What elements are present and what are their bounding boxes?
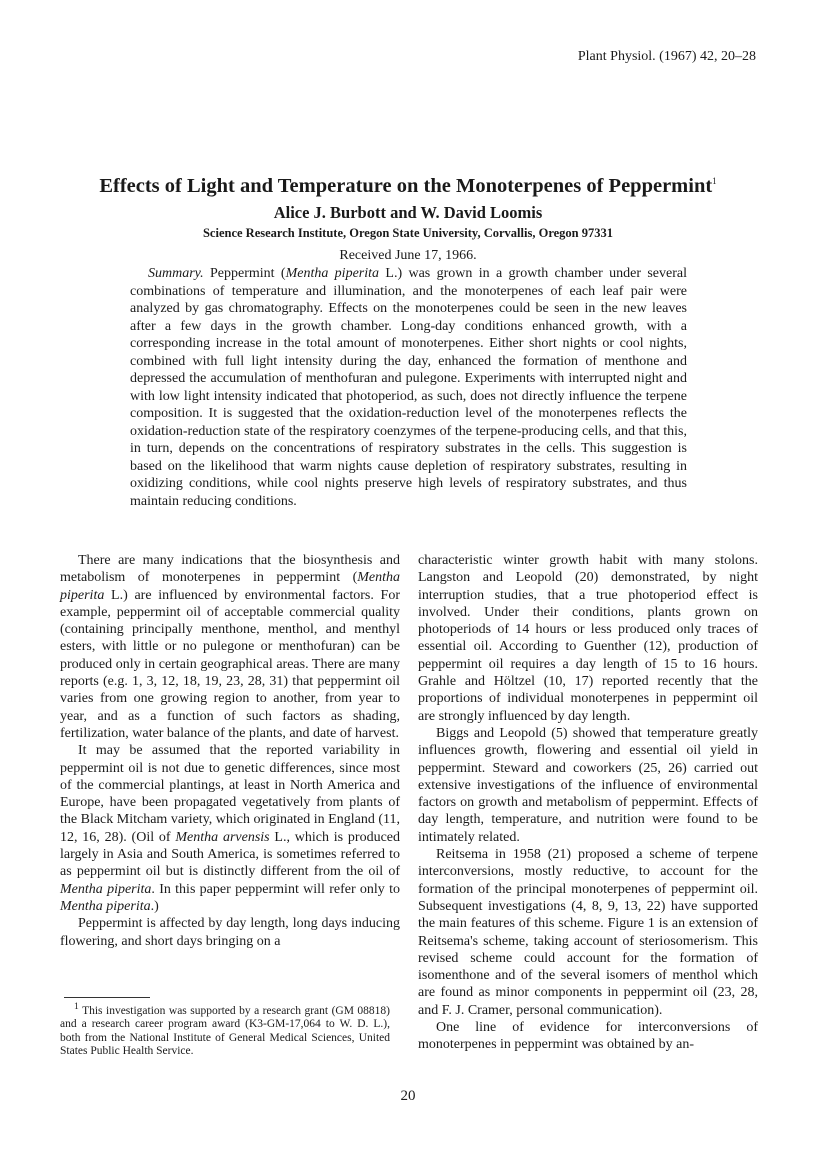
paragraph-text: L.) are influenced by environmental factors. For example, peppermint oil of acceptable commercial quality (containing principally menthone, menthol, and menthyl esters, with little or no pulegone or menthofuran) can be produced only in certain geographical areas. There are many reports (e.g. 1, 3, 12, 18, 19, 23, 28, 31) that peppermint oil varies from one growing region to another, from year to year, and as a function of such factors as shading, fertilization, water balance of the plants, and date of harvest. bbox=[60, 587, 400, 741]
paragraph: Peppermint is affected by day length, long days inducing flowering, and short days bringing on a bbox=[60, 916, 400, 949]
paragraph-text: L., which is produced largely in Asia and South America, is sometimes referred to as peppermint oil but is distinctly different from the oil of bbox=[60, 829, 400, 880]
paragraph: One line of evidence for interconversions of monoterpenes in peppermint was obtained by an- bbox=[418, 1020, 758, 1053]
footnote-text: This investigation was supported by a research grant (GM 08818) and a research career program award (K3-GM-17,064 to W. D. L.), both from the National Institute of General Medical Sciences, United States Public Health Service. bbox=[60, 1004, 390, 1058]
paragraph bbox=[60, 552, 400, 742]
title-footnote-mark: 1 bbox=[712, 176, 717, 187]
paper-title-text: Effects of Light and Temperature on the Monoterpenes of Peppermint bbox=[99, 175, 713, 197]
paragraph: characteristic winter growth habit with many stolons. Langston and Leopold (20) demonstrated, by night interruption studies, that a true photoperiod effect is involved. Under their conditions, plants grown on photoperiods of 14 hours or less produced only traces of essential oil. According to Guenther (12), production of peppermint oil requires a day length of 15 to 16 hours. Grahle and Höltzel (10, 17) reported recently that the proportions of individual monoterpenes in peppermint oil are strongly influenced by day length. bbox=[418, 553, 758, 724]
species-name: Mentha piperita bbox=[60, 881, 152, 897]
paragraph-text: It may be assumed that the reported variability in peppermint oil is not due to genetic differences, since most of the commercial plantings, at least in North America and Europe, have been propagated vegetatively from plants of the Black Mitcham variety, which originated in England (11, 12, 16, 28). (Oil of bbox=[60, 743, 400, 845]
paragraph-text: There are many indications that the biosynthesis and metabolism of monoterpenes in peppermint ( bbox=[60, 553, 400, 586]
summary-text: L.) was grown in a growth chamber under several combinations of temperature and illumination, and the monoterpenes of each leaf pair were analyzed by gas chromatography. Effects on the monoterpenes could be seen in the new leaves after a few days in the growth chamber. Long-day conditions enhanced growth, with a corresponding increase in the total amount of monoterpenes. Either short nights or cool nights, combined with full light intensity during the day, enhanced the formation of menthone and depressed the accumulation of menthofuran and pulegone. Experiments with interrupted night and with low light intensity indicated that photoperiod, as such, does not directly influence the terpene composition. It is suggested that the oxidation-reduction level of the monoterpenes reflects the oxidation-reduction state of the respiratory coenzymes of the terpene-producing cells, and that this, in turn, depends on the concentrations of respiratory substrates in the cells. This suggestion is based on the likelihood that warm nights cause depletion of respiratory substrates, resulting in oxidizing conditions, while cool nights preserve high levels of respiratory substrates, and thus maintain reducing conditions. bbox=[130, 266, 687, 509]
right-column bbox=[418, 552, 758, 1054]
species-name: Mentha arvensis bbox=[175, 829, 270, 845]
journal-reference: Plant Physiol. (1967) 42, 20–28 bbox=[577, 49, 756, 64]
page-number: 20 bbox=[400, 1088, 416, 1104]
footnote-divider bbox=[64, 997, 150, 998]
paper-title bbox=[0, 175, 816, 198]
paragraph-text: .) bbox=[150, 898, 159, 914]
paragraph bbox=[60, 742, 400, 915]
species-name: Mentha piperita bbox=[60, 570, 400, 603]
left-column bbox=[60, 552, 400, 950]
authors: Alice J. Burbott and W. David Loomis bbox=[273, 203, 543, 222]
footnote-mark: 1 bbox=[74, 1001, 79, 1012]
species-name: Mentha piperita bbox=[60, 898, 151, 914]
paragraph: Biggs and Leopold (5) showed that temperature greatly influences growth, flowering and essential oil yield in peppermint. Steward and coworkers (25, 26) carried out extensive investigations of the influence of environmental factors on growth and metabolism of peppermint. Effects of day length, temperature, and nutrition were found to be intimately related. bbox=[418, 725, 758, 845]
summary-text: Peppermint ( bbox=[203, 266, 286, 281]
footnote bbox=[60, 1000, 390, 1059]
received-date: Received June 17, 1966. bbox=[339, 248, 477, 263]
paragraph-text: . In this paper peppermint will refer only to bbox=[151, 881, 400, 897]
species-name: Mentha piperita bbox=[285, 266, 380, 281]
summary-label: Summary. bbox=[148, 266, 204, 281]
affiliation: Science Research Institute, Oregon State University, Corvallis, Oregon 97331 bbox=[202, 226, 614, 240]
paragraph: Reitsema in 1958 (21) proposed a scheme of terpene interconversions, mostly reductive, to account for the formation of the principal monoterpenes of peppermint oil. Subsequent investigations (4, 8, 9, 13, 22) have supported the main features of this scheme. Figure 1 is an extension of Reitsema's scheme, taking account of steriosomerism. This revised scheme could account for the formation of isomenthone and of the several isomers of menthol which are found as minor components in peppermint oil (23, 28, and F. J. Cramer, personal communication). bbox=[418, 847, 758, 1018]
summary-abstract bbox=[130, 265, 687, 510]
